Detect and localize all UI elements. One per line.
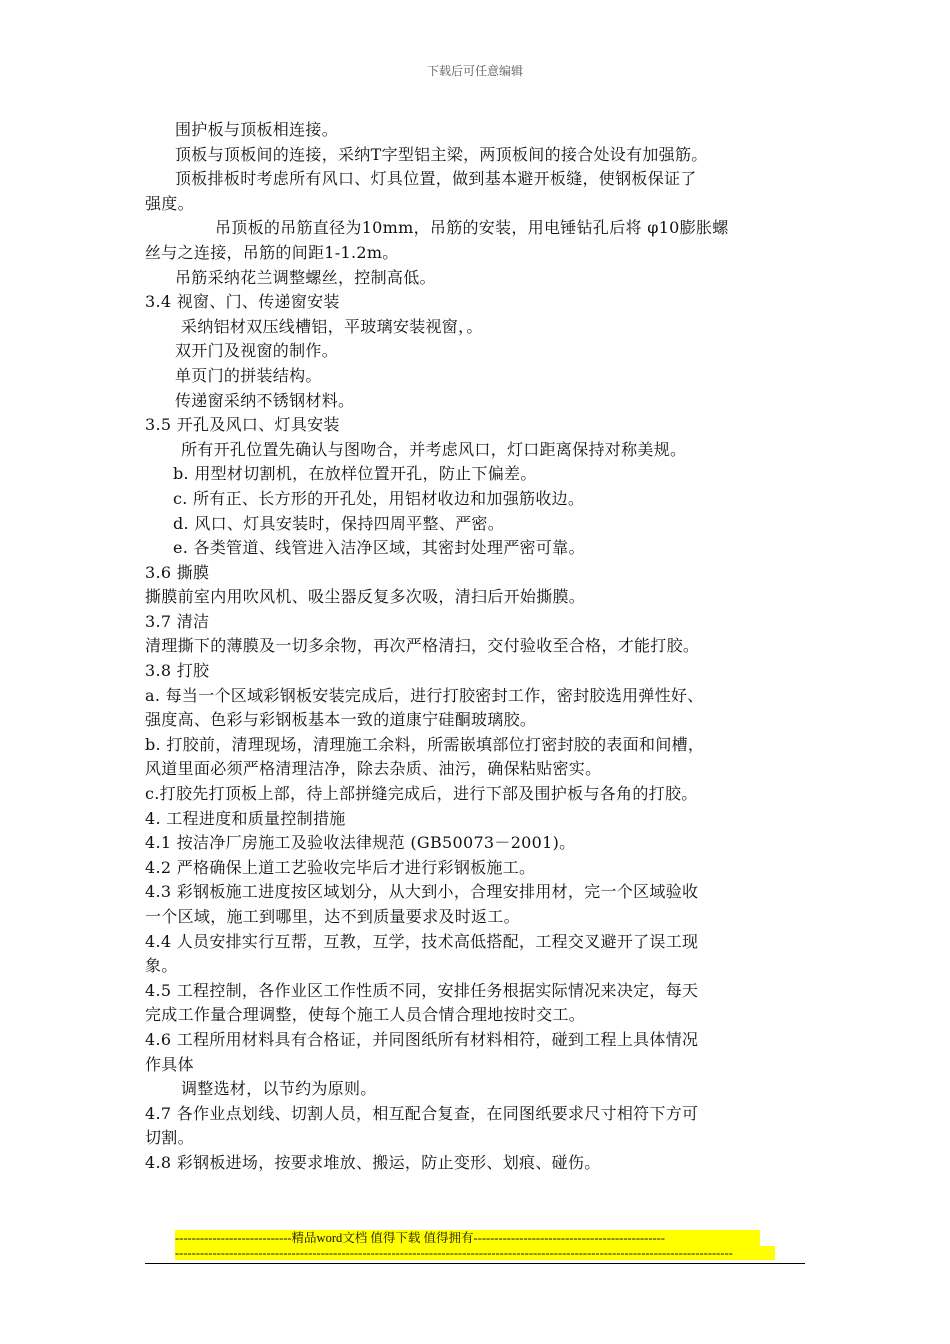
text-line: d. 风口、灯具安装时，保持四周平整、严密。 — [173, 513, 505, 533]
text-line: 强度高、色彩与彩钢板基本一致的道康宁硅酮玻璃胶。 — [145, 710, 537, 730]
text-line: 风道里面必须严格清理洁净，除去杂质、油污，确保粘贴密实。 — [145, 759, 602, 779]
text-line: 3.5 开孔及风口、灯具安装 — [145, 415, 340, 435]
text-line: 吊筋采纳花兰调整螺丝，控制高低。 — [175, 267, 436, 287]
footer-banner-line1: ----------------------------精品word文档 值得下载 值得拥有---------------------------------------------- — [175, 1230, 760, 1246]
text-line: 3.8 打胶 — [145, 661, 210, 681]
text-line: 切割。 — [145, 1128, 194, 1148]
text-line: 4.3 彩钢板施工进度按区域划分，从大到小，合理安排用材，完一个区域验收 — [145, 882, 699, 902]
page-header: 下载后可任意编辑 — [426, 64, 523, 78]
text-line: 一个区域，施工到哪里，达不到质量要求及时返工。 — [145, 907, 520, 926]
text-line: 采纳铝材双压线槽铝，平玻璃安装视窗，。 — [181, 316, 483, 336]
text-line: 作具体 — [145, 1054, 194, 1074]
text-line: 4.8 彩钢板进场，按要求堆放、搬运，防止变形、划痕、碰伤。 — [145, 1152, 601, 1172]
text-line: 吊顶板的吊筋直径为10mm，吊筋的安装，用电锤钻孔后将 φ10膨胀螺 — [215, 218, 729, 238]
text-line: 4.5 工程控制，各作业区工作性质不同，安排任务根据实际情况来决定，每天 — [145, 980, 699, 1000]
text-line: 4.2 严格确保上道工艺验收完毕后才进行彩钢板施工。 — [145, 857, 536, 877]
text-line: 4.7 各作业点划线、切割人员，相互配合复查，在同图纸要求尺寸相符下方可 — [145, 1103, 699, 1123]
text-line: 4.4 人员安排实行互帮，互教，互学，技术高低搭配，工程交叉避开了误工现 — [145, 931, 699, 951]
text-line: 完成工作量合理调整，使每个施工人员合情合理地按时交工。 — [145, 1005, 586, 1025]
text-line: 象。 — [145, 956, 178, 976]
text-line: 所有开孔位置先确认与图吻合，并考虑风口，灯口距离保持对称美规。 — [181, 439, 687, 459]
text-line: 清理撕下的薄膜及一切多余物，再次严格清扫，交付验收至合格，才能打胶。 — [145, 636, 700, 656]
text-line: 撕膜前室内用吹风机、吸尘器反复多次吸，清扫后开始撕膜。 — [145, 587, 586, 607]
text-line: 双开门及视窗的制作。 — [175, 341, 339, 361]
text-line: 调整选材，以节约为原则。 — [181, 1079, 377, 1099]
text-line: 丝与之连接，吊筋的间距1-1.2m。 — [145, 242, 399, 262]
footer-banner-line2: -------------------------------------------------------------------------------------------------------------------------------------- — [175, 1246, 775, 1260]
text-line: b. 打胶前，清理现场，清理施工余料，所需嵌填部位打密封胶的表面和间槽， — [145, 734, 705, 754]
text-line: c.打胶先打顶板上部，待上部拼缝完成后，进行下部及围护板与各角的打胶。 — [145, 784, 698, 804]
text-line: 3.4 视窗、门、传递窗安装 — [145, 292, 340, 312]
text-line: 3.7 清洁 — [145, 611, 210, 631]
text-line: 顶板排板时考虑所有风口、灯具位置，做到基本避开板缝，使钢板保证了 — [175, 169, 697, 189]
text-line: 围护板与顶板相连接。 — [175, 120, 339, 139]
text-line: 单页门的拼装结构。 — [175, 365, 322, 385]
text-line: 强度。 — [145, 193, 194, 213]
text-line: e. 各类管道、线管进入洁净区域，其密封处理严密可靠。 — [173, 538, 585, 558]
text-line: b. 用型材切割机，在放样位置开孔，防止下偏差。 — [173, 464, 537, 484]
text-line: 4.6 工程所用材料具有合格证，并同图纸所有材料相符，碰到工程上具体情况 — [145, 1029, 699, 1049]
text-line: 传递窗采纳不锈钢材料。 — [175, 390, 355, 410]
footer-rule — [145, 1263, 805, 1264]
document-body — [145, 118, 825, 1176]
text-line: 3.6 撕膜 — [145, 562, 210, 582]
text-line: 4.1 按洁净厂房施工及验收法律规范 (GB50073－2001)。 — [145, 833, 576, 853]
text-line: 顶板与顶板间的连接，采纳T字型铝主梁，两顶板间的接合处设有加强筋。 — [175, 144, 708, 164]
text-line: c. 所有正、长方形的开孔处，用铝材收边和加强筋收边。 — [173, 488, 585, 508]
text-line: a. 每当一个区域彩钢板安装完成后，进行打胶密封工作，密封胶选用弹性好、 — [145, 685, 704, 705]
text-line: 4. 工程进度和质量控制措施 — [145, 808, 346, 828]
